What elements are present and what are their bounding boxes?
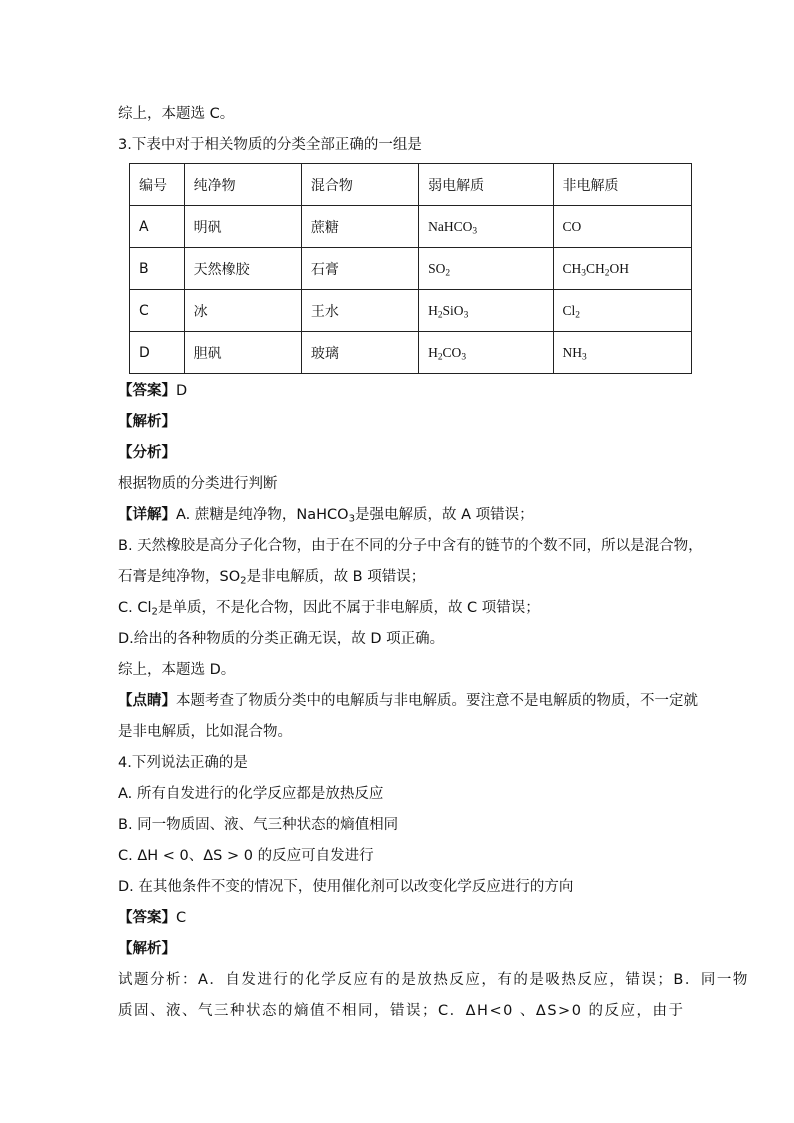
pure-substance-cell: 胆矾 (184, 332, 301, 374)
q3-fenxi-tag: 【分析】 (118, 445, 176, 461)
pure-substance-cell: 冰 (184, 290, 301, 332)
q4-analysis-line2: 质固、液、气三种状态的熵值不相同，错误；C．ΔH<0 、ΔS>0 的反应，由于 (118, 1003, 685, 1019)
non-electrolyte-cell: $NH_3$ (553, 332, 692, 374)
table-row (130, 206, 692, 248)
q4-option-d: D. 在其他条件不变的情况下，使用催化剂可以改变化学反应进行的方向 (118, 879, 574, 895)
row-id: B (130, 248, 185, 290)
q3-analysis-tag: 【解析】 (118, 414, 176, 430)
mixture-cell: 蔗糖 (301, 206, 418, 248)
table-header-row (130, 164, 692, 206)
answer-value: C (176, 910, 187, 926)
q4-option-b: B. 同一物质固、液、气三种状态的熵值相同 (118, 817, 399, 833)
non-electrolyte-cell: CO (553, 206, 692, 248)
weak-electrolyte-cell: NaHCO$_3$ (419, 206, 553, 248)
q3-dianjing-line1: 【点睛】本题考查了物质分类中的电解质与非电解质。要注意不是电解质的物质，不一定就 (118, 693, 698, 709)
q3-detail-a: 【详解】A. 蔗糖是纯净物，NaHCO$_3$是强电解质，故 A 项错误； (118, 507, 534, 525)
row-id: A (130, 206, 185, 248)
q3-dianjing-line2: 是非电解质，比如混合物。 (118, 724, 292, 740)
q3-detail-b-line1: B. 天然橡胶是高分子化合物，由于在不同的分子中含有的链节的个数不同，所以是混合物， (118, 538, 703, 554)
non-electrolyte-cell: $Cl_2$ (553, 290, 692, 332)
q3-fenxi-text: 根据物质的分类进行判断 (118, 476, 278, 492)
non-electrolyte-cell: $CH_3CH_2OH$ (553, 248, 692, 290)
previous-conclusion: 综上，本题选 C。 (118, 106, 235, 122)
classification-table (129, 163, 692, 374)
q4-analysis-tag: 【解析】 (118, 941, 176, 957)
answer-value: D (176, 383, 188, 399)
q4-option-a: A. 所有自发进行的化学反应都是放热反应 (118, 786, 384, 802)
q3-conclusion: 综上，本题选 D。 (118, 662, 236, 678)
table-row (130, 290, 692, 332)
q4-option-c: C. ΔH < 0、ΔS > 0 的反应可自发进行 (118, 848, 374, 864)
document-page (118, 99, 749, 1027)
header-cell: 非电解质 (553, 164, 692, 206)
header-cell: 纯净物 (184, 164, 301, 206)
q3-detail-b-line2: 石膏是纯净物，$SO_2$是非电解质，故 B 项错误； (118, 569, 426, 587)
q4-analysis-line1: 试题分析：A．自发进行的化学反应有的是放热反应，有的是吸热反应，错误；B．同一物 (118, 972, 749, 988)
table-row (130, 332, 692, 374)
answer-tag: 【答案】 (118, 383, 176, 399)
row-id: D (130, 332, 185, 374)
answer-tag: 【答案】 (118, 910, 176, 926)
row-id: C (130, 290, 185, 332)
mixture-cell: 石膏 (301, 248, 418, 290)
q3-detail-c: C. $Cl_2$是单质，不是化合物，因此不属于非电解质，故 C 项错误； (118, 600, 540, 618)
mixture-cell: 王水 (301, 290, 418, 332)
pure-substance-cell: 天然橡胶 (184, 248, 301, 290)
pure-substance-cell: 明矾 (184, 206, 301, 248)
table-row (130, 248, 692, 290)
question-4-stem: 4.下列说法正确的是 (118, 755, 248, 771)
weak-electrolyte-cell: $H_2SiO_3$ (419, 290, 553, 332)
detail-tag: 【详解】 (118, 507, 176, 523)
q3-answer (118, 376, 683, 407)
weak-electrolyte-cell: $SO_2$ (419, 248, 553, 290)
q4-answer (118, 903, 683, 934)
header-cell: 混合物 (301, 164, 418, 206)
header-cell: 弱电解质 (419, 164, 553, 206)
dianjing-tag: 【点睛】 (118, 693, 176, 709)
weak-electrolyte-cell: $H_2CO_3$ (419, 332, 553, 374)
mixture-cell: 玻璃 (301, 332, 418, 374)
question-3-stem: 3.下表中对于相关物质的分类全部正确的一组是 (118, 137, 422, 153)
q3-detail-d: D.给出的各种物质的分类正确无误，故 D 项正确。 (118, 631, 445, 647)
header-cell: 编号 (130, 164, 185, 206)
